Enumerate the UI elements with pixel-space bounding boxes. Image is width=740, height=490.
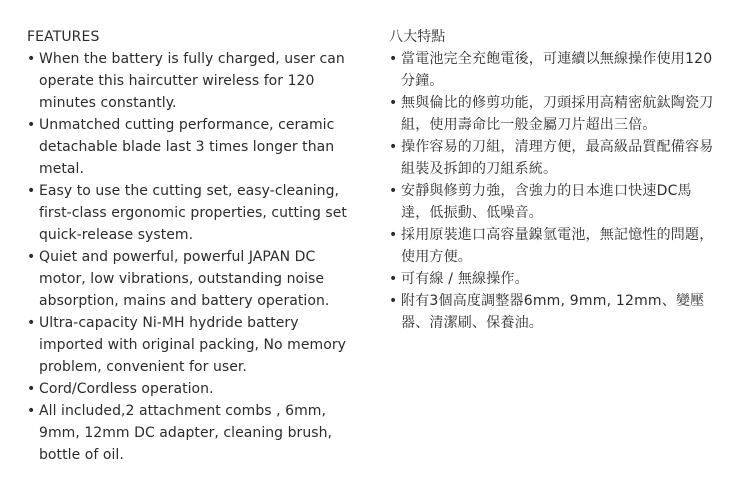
feature-item-english (27, 114, 362, 180)
feature-item-english (27, 378, 362, 400)
features-heading-english: FEATURES (27, 29, 100, 45)
feature-text: Easy to use the cutting set, easy-cleaning, first-class ergonomic properties, cutting set quick-release system. (39, 183, 347, 243)
feature-text: When the battery is fully charged, user can operate this haircutter wireless for 120 minutes constantly. (39, 51, 345, 111)
bullet-icon: • (389, 139, 398, 155)
feature-text: 附有3個高度調整器6mm, 9mm, 12mm、變壓器、清潔刷、保養油。 (401, 293, 705, 331)
feature-text: 無與倫比的修剪功能，刀頭採用高精密航鈦陶瓷刀組，使用壽命比一般金屬刀片超出三倍。 (401, 95, 714, 133)
bullet-icon: • (27, 403, 36, 419)
feature-text: Ultra-capacity Ni-MH hydride battery imported with original packing, No memory problem, convenient for user. (39, 315, 346, 375)
feature-text: Quiet and powerful, powerful JAPAN DC motor, low vibrations, outstanding noise absorption, mains and battery operation. (39, 249, 330, 309)
bullet-icon: • (389, 227, 398, 243)
feature-text: Unmatched cutting performance, ceramic detachable blade last 3 times longer than metal. (39, 117, 335, 177)
feature-item-english (27, 400, 362, 466)
feature-item-chinese (389, 180, 719, 224)
features-column-english (27, 26, 362, 466)
feature-text: 當電池完全充飽電後，可連續以無線操作使用120分鐘。 (401, 51, 713, 89)
bullet-icon: • (389, 51, 398, 67)
features-list-chinese (389, 48, 719, 334)
bullet-icon: • (389, 95, 398, 111)
feature-text: All included,2 attachment combs , 6mm, 9mm, 12mm DC adapter, cleaning brush, bottle of oil. (39, 403, 333, 463)
feature-item-chinese (389, 290, 719, 334)
feature-item-chinese (389, 92, 719, 136)
feature-text: 操作容易的刀組，清理方便，最高級品質配備容易組裝及拆卸的刀組系統。 (401, 139, 714, 177)
feature-item-english (27, 246, 362, 312)
bullet-icon: • (27, 249, 36, 265)
feature-text: Cord/Cordless operation. (39, 381, 214, 397)
feature-item-english (27, 180, 362, 246)
features-list-english (27, 48, 362, 466)
feature-item-english (27, 48, 362, 114)
feature-item-chinese (389, 136, 719, 180)
feature-item-chinese (389, 224, 719, 268)
feature-text: 安靜與修剪力強，含強力的日本進口快速DC馬達，低振動、低噪音。 (401, 183, 692, 221)
bullet-icon: • (389, 183, 398, 199)
bullet-icon: • (27, 183, 36, 199)
feature-text: 採用原裝進口高容量鎳氫電池，無記憶性的問題，使用方便。 (401, 227, 714, 265)
bullet-icon: • (389, 271, 398, 287)
feature-item-chinese (389, 48, 719, 92)
features-column-chinese (389, 26, 719, 334)
feature-item-english (27, 312, 362, 378)
bullet-icon: • (27, 315, 36, 331)
bullet-icon: • (389, 293, 398, 309)
bullet-icon: • (27, 51, 36, 67)
features-heading-chinese: 八大特點 (389, 29, 446, 45)
feature-item-chinese (389, 268, 719, 290)
feature-text: 可有線 / 無線操作。 (401, 271, 529, 287)
bullet-icon: • (27, 117, 36, 133)
bullet-icon: • (27, 381, 36, 397)
